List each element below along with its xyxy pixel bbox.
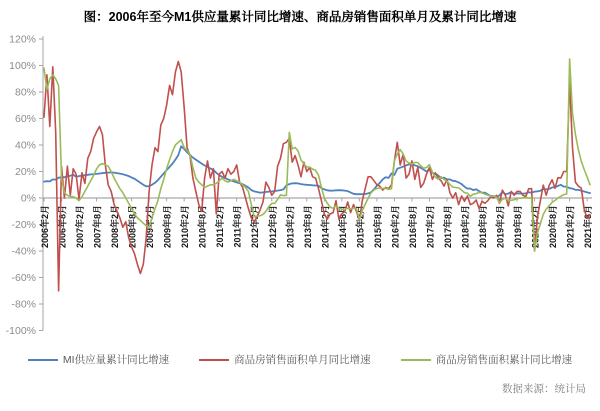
y-tick-label: -20%: [11, 219, 36, 231]
data-source-note: 数据来源：统计局: [502, 383, 586, 395]
y-tick-label: -40%: [11, 245, 36, 258]
x-tick-label: 2014年8月: [337, 205, 348, 249]
x-tick-label: 2012年8月: [267, 205, 278, 249]
legend-line-swatch: [401, 359, 431, 361]
x-tick-label: 2010年2月: [180, 205, 191, 249]
x-tick-label: 2020年8月: [548, 205, 559, 249]
x-tick-label: 2013年2月: [285, 205, 296, 249]
x-tick-label: 2006年2月: [40, 205, 50, 249]
y-tick-label: -80%: [11, 298, 36, 311]
legend-item-sales-cumulative: [401, 352, 573, 367]
x-tick-label: 2015年8月: [372, 205, 383, 249]
y-tick-label: 0%: [20, 192, 36, 205]
x-tick-label: 2021年8月: [583, 205, 594, 249]
x-tick-label: 2017年2月: [425, 205, 436, 249]
x-tick-label: 2012年2月: [250, 205, 261, 249]
y-tick-label: 20%: [14, 166, 36, 178]
legend-item-sales-monthly: [199, 352, 371, 367]
x-tick-label: 2018年8月: [478, 205, 488, 249]
x-tick-label: 2014年2月: [320, 205, 331, 249]
x-tick-label: 2016年2月: [390, 205, 401, 249]
x-tick-label: 2019年2月: [495, 205, 506, 249]
x-tick-label: 2006年8月: [57, 205, 68, 249]
x-tick-label: 2010年8月: [197, 205, 208, 249]
y-tick-label: 80%: [14, 86, 36, 99]
chart-title: 图：2006年至今M1供应量累计同比增速、商品房销售面积单月及累计同比增速: [83, 10, 517, 24]
x-tick-label: 2017年8月: [442, 205, 453, 249]
x-tick-label: 2020年2月: [530, 205, 541, 249]
x-tick-label: 2009年2月: [145, 205, 156, 249]
legend-label: 商品房销售面积累计同比增速: [435, 354, 573, 366]
x-tick-label: 2016年8月: [407, 205, 418, 249]
y-tick-label: 40%: [14, 139, 36, 152]
x-tick-label: 2021年2月: [565, 205, 576, 249]
x-tick-label: 2018年2月: [460, 205, 471, 249]
x-tick-label: 2008年2月: [110, 205, 121, 249]
x-tick-label: 2009年8月: [162, 205, 173, 249]
y-tick-label: 60%: [14, 113, 36, 125]
y-tick-label: -100%: [5, 325, 36, 337]
legend-label: 商品房销售面积单月同比增速: [234, 354, 371, 366]
x-tick-label: 2008年8月: [127, 205, 138, 249]
legend-label: MI供应量累计同比增速: [62, 354, 170, 366]
y-tick-label: -60%: [11, 272, 36, 284]
y-tick-label: 100%: [9, 60, 36, 72]
x-tick-label: 2007年2月: [75, 205, 86, 249]
x-tick-label: 2013年8月: [302, 205, 313, 249]
legend-line-swatch: [28, 359, 58, 361]
chart-legend: [0, 352, 600, 367]
x-tick-label: 2011年2月: [215, 205, 226, 248]
x-tick-label: 2019年8月: [513, 205, 524, 249]
legend-line-swatch: [199, 359, 229, 361]
x-tick-label: 2011年8月: [232, 205, 243, 248]
legend-item-m1: [28, 352, 169, 367]
x-tick-label: 2007年8月: [92, 205, 103, 249]
x-tick-label: 2015年2月: [355, 205, 366, 249]
y-tick-label: 120%: [9, 33, 36, 46]
sales-monthly-line: [44, 62, 590, 291]
